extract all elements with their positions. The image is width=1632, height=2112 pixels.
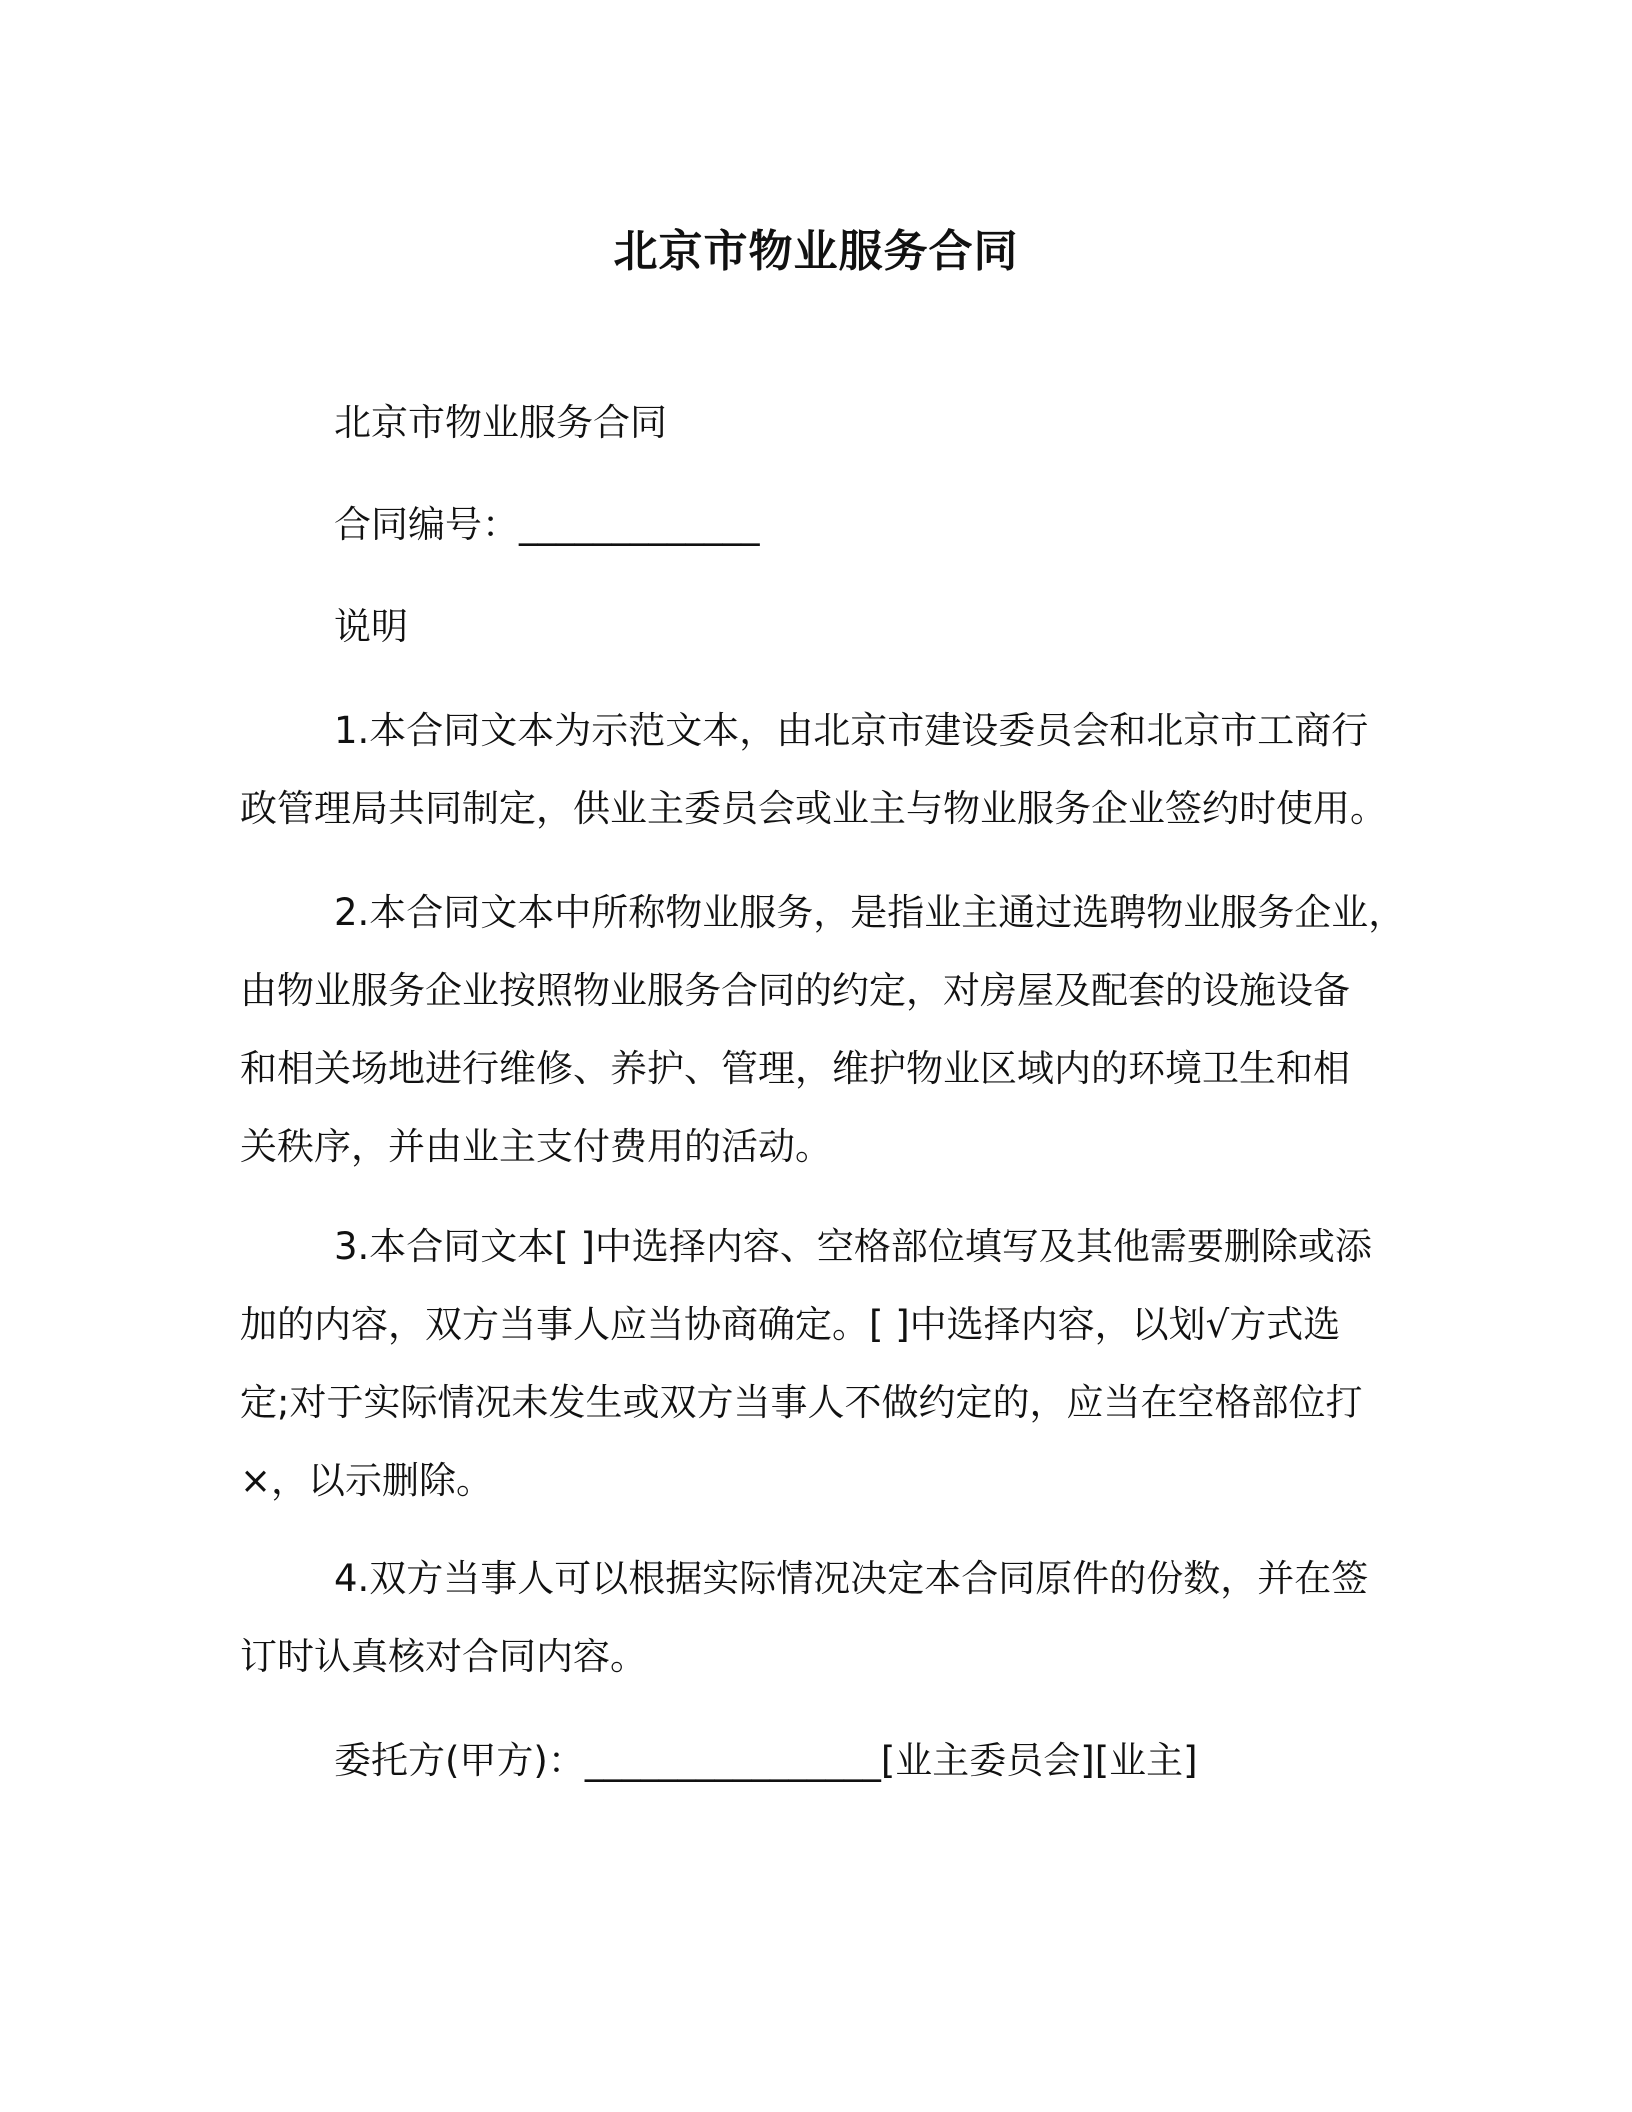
- paragraph-line: 4.双方当事人可以根据实际情况决定本合同原件的份数，并在签: [334, 1557, 1369, 1600]
- paragraph-line: 1.本合同文本为示范文本，由北京市建设委员会和北京市工商行: [334, 709, 1369, 752]
- paragraph-line: 和相关场地进行维修、养护、管理，维护物业区域内的环境卫生和相: [240, 1047, 1350, 1090]
- principal-party-field: 委托方(甲方)：________________[业主委员会][业主]: [334, 1739, 1198, 1782]
- paragraph-line: 关秩序，并由业主支付费用的活动。: [240, 1125, 832, 1168]
- paragraph-line: ×，以示删除。: [240, 1459, 494, 1502]
- paragraph-line: 由物业服务企业按照物业服务合同的约定，对房屋及配套的设施设备: [240, 969, 1350, 1012]
- contract-number-field: 合同编号：_____________: [334, 503, 760, 546]
- explanation-item-1: [240, 704, 1400, 860]
- paragraph-line: 政管理局共同制定，供业主委员会或业主与物业服务企业签约时使用。: [240, 787, 1387, 830]
- explanation-heading: 说明: [334, 605, 408, 648]
- explanation-item-2: [240, 886, 1406, 1198]
- explanation-item-3: [240, 1220, 1400, 1532]
- paragraph-line: 订时认真核对合同内容。: [240, 1635, 647, 1678]
- document-title: 北京市物业服务合同: [613, 226, 1019, 277]
- paragraph-line: 2.本合同文本中所称物业服务，是指业主通过选聘物业服务企业，: [334, 891, 1406, 934]
- paragraph-line: 加的内容，双方当事人应当协商确定。[ ]中选择内容，以划√方式选: [240, 1303, 1341, 1346]
- explanation-item-4: [240, 1552, 1400, 1708]
- document-subtitle: 北京市物业服务合同: [334, 401, 667, 444]
- paragraph-line: 3.本合同文本[ ]中选择内容、空格部位填写及其他需要删除或添: [334, 1225, 1372, 1268]
- paragraph-line: 定;对于实际情况未发生或双方当事人不做约定的，应当在空格部位打: [240, 1381, 1363, 1424]
